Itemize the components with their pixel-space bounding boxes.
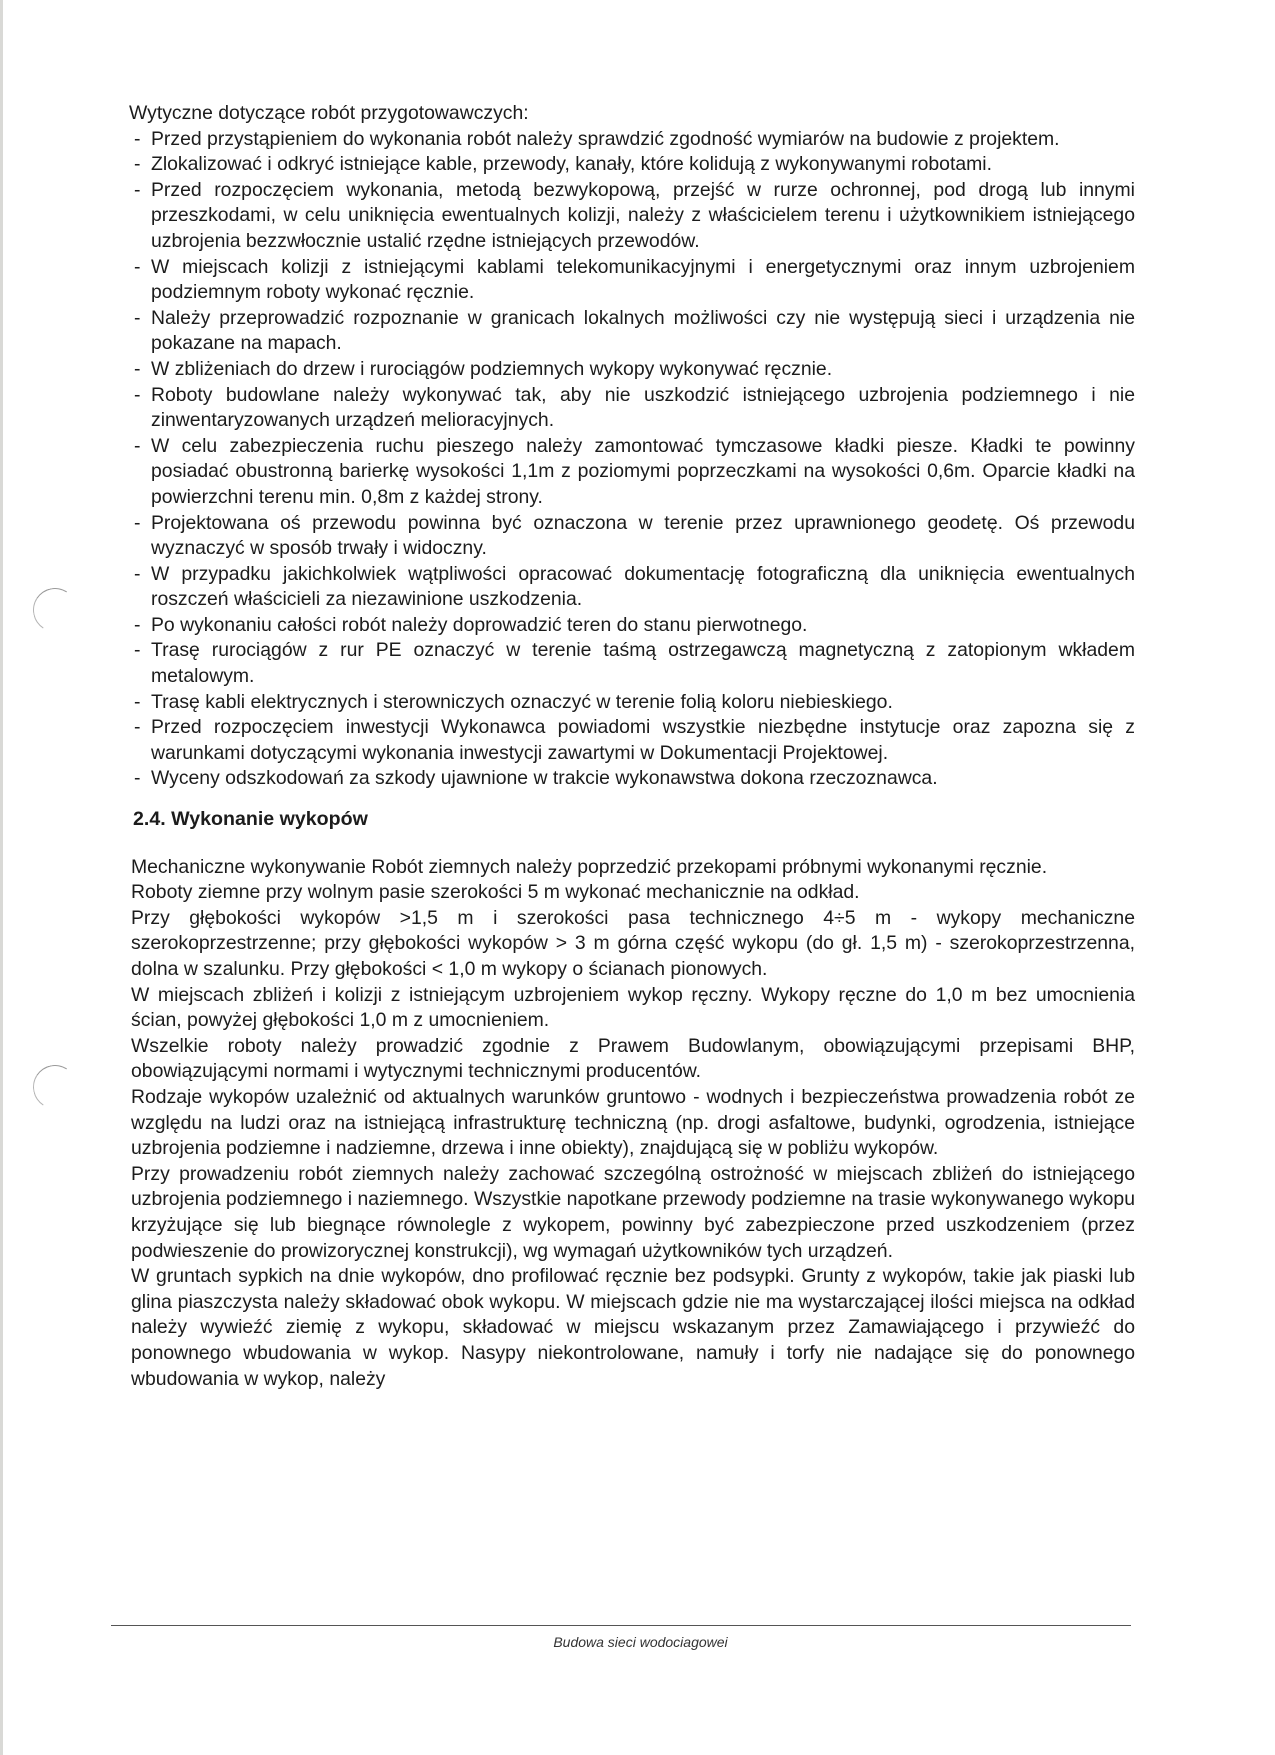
list-item: - Zlokalizować i odkryć istniejące kable, przewody, kanały, które kolidują z wykonywanymi robotami.: [129, 152, 1135, 178]
punch-hole-mark: [29, 584, 81, 636]
list-item: - Po wykonaniu całości robót należy doprowadzić teren do stanu pierwotnego.: [129, 613, 1135, 639]
list-item: - W przypadku jakichkolwiek wątpliwości opracować dokumentację fotograficzną dla uniknięcia ewentualnych roszczeń właścicieli za niezawinione uszkodzenia.: [129, 562, 1135, 613]
paragraph: Wszelkie roboty należy prowadzić zgodnie z Prawem Budowlanym, obowiązującymi przepisami BHP, obowiązującymi normami i wytycznymi technicznymi producentów.: [131, 1034, 1135, 1083]
list-item: - Przed przystąpieniem do wykonania robót należy sprawdzić zgodność wymiarów na budowie z projektem.: [129, 127, 1135, 153]
guidelines-list: [129, 127, 1135, 792]
list-item: - Trasę kabli elektrycznych i sterowniczych oznaczyć w terenie folią koloru niebieskiego.: [129, 690, 1135, 716]
list-item: - Przed rozpoczęciem inwestycji Wykonawca powiadomi wszystkie niezbędne instytucje oraz zapozna się z warunkami dotyczącymi wykonania inwestycji zawartymi w Dokumentacji Projektowej.: [129, 715, 1135, 766]
list-item: - W zbliżeniach do drzew i rurociągów podziemnych wykopy wykonywać ręcznie.: [129, 357, 1135, 383]
list-item: - Przed rozpoczęciem wykonania, metodą bezwykopową, przejść w rurze ochronnej, pod drogą lub innymi przeszkodami, w celu uniknięcia ewentualnych kolizji, należy z właścicielem terenu i użytkownikiem istniejącego uzbrojenia bezzwłocznie ustalić rzędne istniejących przewodów.: [129, 178, 1135, 255]
guidelines-intro: Wytyczne dotyczące robót przygotowawczych:: [129, 102, 529, 124]
page-content: [129, 101, 1135, 1392]
paragraph: Przy prowadzeniu robót ziemnych należy zachować szczególną ostrożność w miejscach zbliżeń do istniejącego uzbrojenia podziemnego i naziemnego. Wszystkie napotkane przewody podziemne na trasie wykonywanego wykopu krzyżujące się lub biegnące równolegle z wykopem, powinny być zabezpieczone przed uszkodzeniem (przez podwieszenie do prowizorycznej konstrukcji), wg wymagań użytkowników tych urządzeń.: [131, 1162, 1135, 1262]
paragraph: W miejscach zbliżeń i kolizji z istniejącym uzbrojeniem wykop ręczny. Wykopy ręczne do 1,0 m bez umocnienia ścian, powyżej głębokości 1,0 m z umocnieniem.: [131, 983, 1135, 1032]
paragraph: Roboty ziemne przy wolnym pasie szerokości 5 m wykonać mechanicznie na odkład.: [131, 881, 860, 904]
list-item: - Trasę rurociągów z rur PE oznaczyć w terenie taśmą ostrzegawczą magnetyczną z zatopionym wkładem metalowym.: [129, 638, 1135, 689]
page-footer: Budowa sieci wodociagowei: [553, 1634, 728, 1650]
list-item: - Roboty budowlane należy wykonywać tak, aby nie uszkodzić istniejącego uzbrojenia podziemnego i nie zinwentaryzowanych urządzeń melioracyjnych.: [129, 383, 1135, 434]
list-item: - W celu zabezpieczenia ruchu pieszego należy zamontować tymczasowe kładki piesze. Kładki te powinny posiadać obustronną barierkę wysokości 1,1m z poziomymi poprzeczkami na wysokości 0,6m. Oparcie kładki na powierzchni terenu min. 0,8m z każdej strony.: [129, 434, 1135, 511]
list-item: - Należy przeprowadzić rozpoznanie w granicach lokalnych możliwości czy nie występują sieci i urządzenia nie pokazane na mapach.: [129, 306, 1135, 357]
footer-divider: [111, 1625, 1131, 1626]
section-heading: 2.4. Wykonanie wykopów: [133, 808, 368, 831]
punch-hole-mark: [29, 1061, 81, 1113]
paragraph: Mechaniczne wykonywanie Robót ziemnych należy poprzedzić przekopami próbnymi wykonanymi ręcznie.: [131, 855, 1048, 878]
section-body: [129, 855, 1135, 1392]
list-item: - Projektowana oś przewodu powinna być oznaczona w terenie przez uprawnionego geodetę. Oś przewodu wyznaczyć w sposób trwały i widoczny.: [129, 511, 1135, 562]
paragraph: Rodzaje wykopów uzależnić od aktualnych warunków gruntowo - wodnych i bezpieczeństwa prowadzenia robót ze względu na ludzi oraz na istniejącą infrastrukturę techniczną (np. drogi asfaltowe, budynki, ogrodzenia, istniejące uzbrojenia podziemne i nadziemne, drzewa i inne obiekty), znajdującą się w pobliżu wykopów.: [131, 1085, 1135, 1160]
list-item: - W miejscach kolizji z istniejącymi kablami telekomunikacyjnymi i energetycznymi oraz innym uzbrojeniem podziemnym roboty wykonać ręcznie.: [129, 255, 1135, 306]
paragraph: Przy głębokości wykopów >1,5 m i szerokości pasa technicznego 4÷5 m - wykopy mechaniczne szerokoprzestrzenne; przy głębokości wykopów > 3 m górna część wykopu (do gł. 1,5 m) - szerokoprzestrzenna, dolna w szalunku. Przy głębokości < 1,0 m wykopy o ścianach pionowych.: [131, 906, 1135, 980]
paragraph: W gruntach sypkich na dnie wykopów, dno profilować ręcznie bez podsypki. Grunty z wykopów, takie jak piaski lub glina piaszczysta należy składować obok wykopu. W miejscach gdzie nie ma wystarczającej ilości miejsca na odkład należy wywieźć ziemię z wykopu, składować w miejscu wskazanym przez Zamawiającego i przywieźć do ponownego wbudowania w wykop. Nasypy niekontrolowane, namuły i torfy nie nadające się do ponownego wbudowania w wykop, należy: [131, 1265, 1135, 1390]
list-item: - Wyceny odszkodowań za szkody ujawnione w trakcie wykonawstwa dokona rzeczoznawca.: [129, 766, 1135, 792]
